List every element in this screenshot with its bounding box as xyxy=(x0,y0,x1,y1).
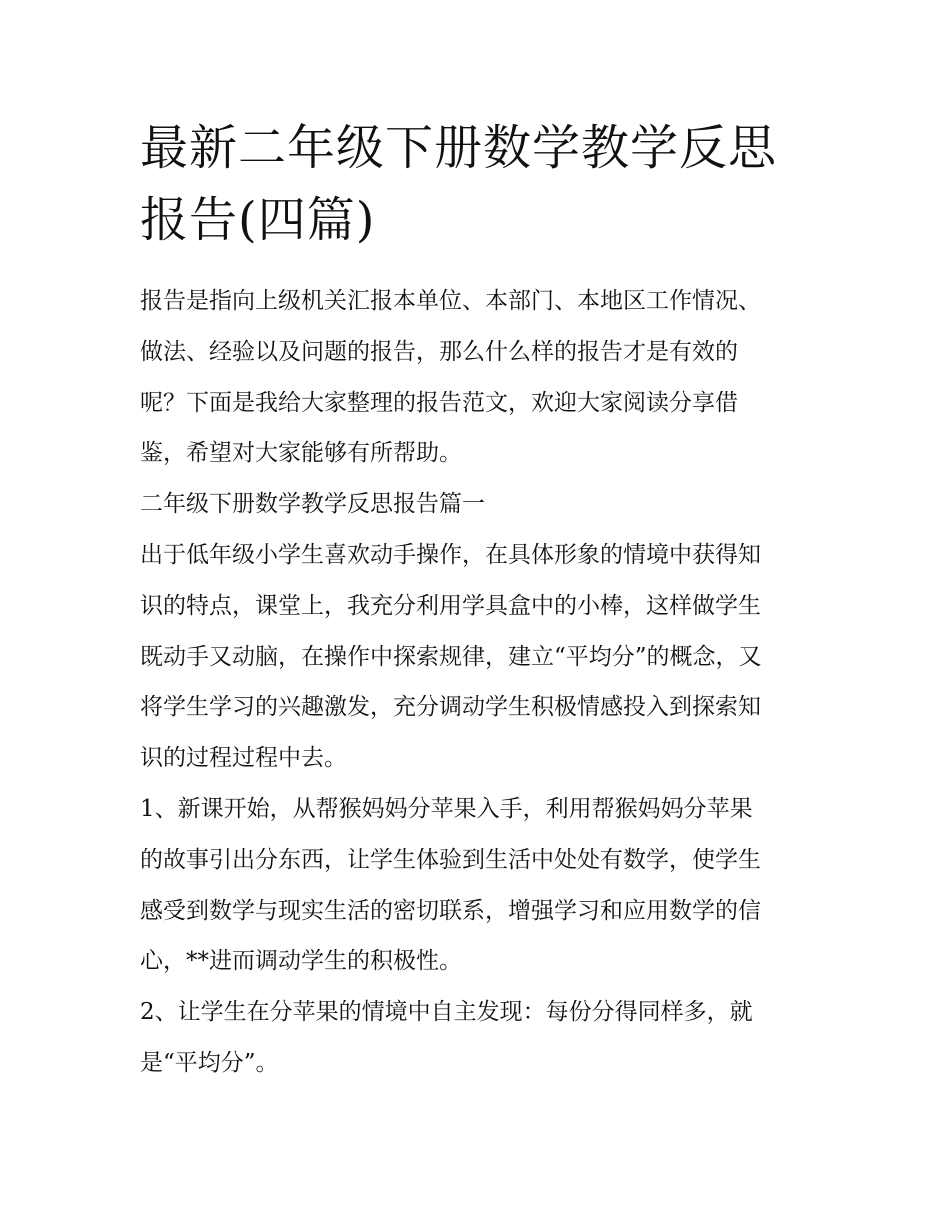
text-line: 是“平均分”。 xyxy=(140,1049,279,1076)
text-line: 报告是指向上级机关汇报本单位、本部门、本地区工作情况、 xyxy=(140,288,761,314)
document-body xyxy=(140,276,820,1089)
text-line: 二年级下册数学教学反思报告篇一 xyxy=(140,491,485,518)
text-line: 识的特点，课堂上，我充分利用学具盒中的小棒，这样做学生 xyxy=(140,592,761,619)
text-line: 心，**进而调动学生的积极性。 xyxy=(140,948,462,975)
text-line: 出于低年级小学生喜欢动手操作，在具体形象的情境中获得知 xyxy=(140,541,761,568)
text-line: 呢？下面是我给大家整理的报告范文，欢迎大家阅读分享借 xyxy=(140,389,738,416)
text-line: 感受到数学与现实生活的密切联系，增强学习和应用数学的信 xyxy=(140,897,761,924)
title-line: 最新二年级下册数学教学反思 xyxy=(140,120,778,176)
text-line: 识的过程过程中去。 xyxy=(140,745,347,772)
numbered-paragraph-1 xyxy=(140,784,820,987)
intro-paragraph xyxy=(140,276,820,479)
title-line: 报告(四篇) xyxy=(140,192,376,248)
document-title xyxy=(140,112,820,256)
text-line: 1、新课开始，从帮猴妈妈分苹果入手，利用帮猴妈妈分苹果 xyxy=(140,795,753,822)
text-line: 既动手又动脑，在操作中探索规律，建立“平均分”的概念，又 xyxy=(140,643,762,670)
body-paragraph xyxy=(140,530,820,784)
text-line: 做法、经验以及问题的报告，那么什么样的报告才是有效的 xyxy=(140,338,738,365)
text-line: 的故事引出分东西，让学生体验到生活中处处有数学，使学生 xyxy=(140,846,761,873)
section-heading xyxy=(140,479,820,530)
text-line: 将学生学习的兴趣激发，充分调动学生积极情感投入到探索知 xyxy=(140,694,761,721)
text-line: 鉴，希望对大家能够有所帮助。 xyxy=(140,440,462,467)
numbered-paragraph-2 xyxy=(140,987,820,1089)
text-line: 2、让学生在分苹果的情境中自主发现：每份分得同样多，就 xyxy=(140,999,753,1026)
